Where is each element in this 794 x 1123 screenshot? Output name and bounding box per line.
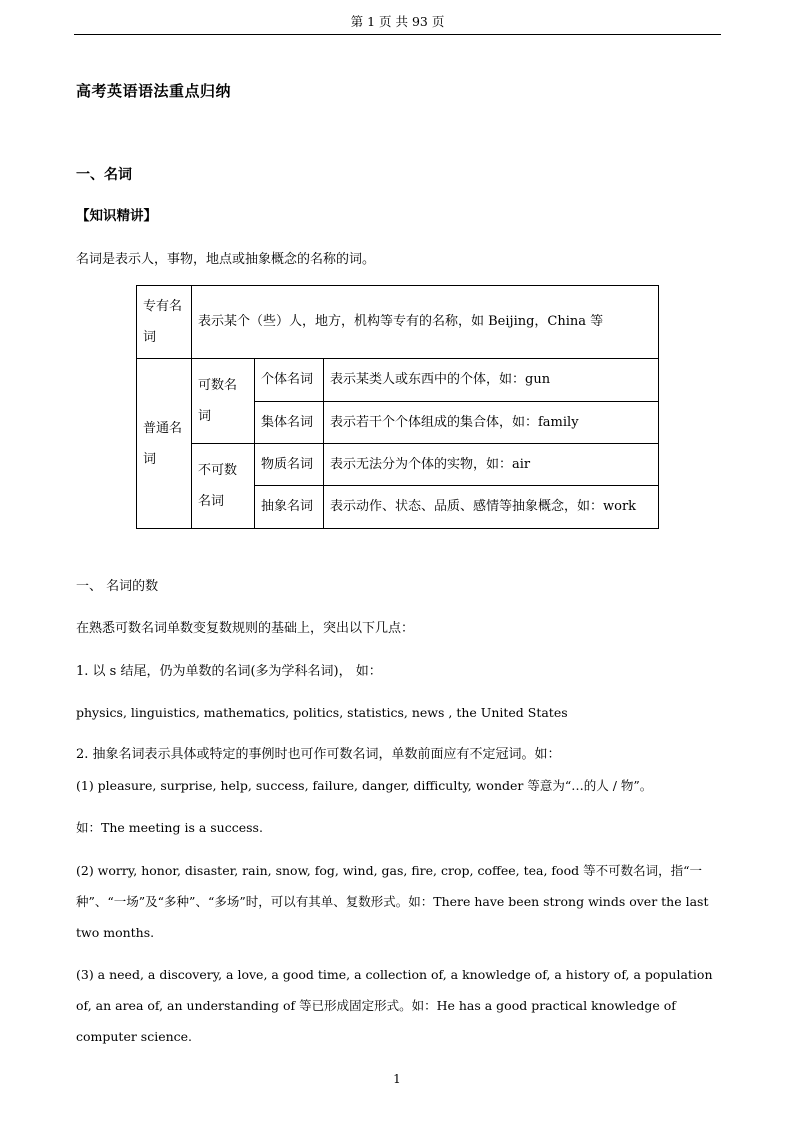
rule-1-examples: physics, linguistics, mathematics, politics, statistics, news , the United States (76, 705, 568, 720)
rule-2-item-1-example: 如：The meeting is a success. (76, 820, 263, 835)
table-row (137, 359, 659, 402)
uncountable-noun-label: 不可数名词 (192, 444, 255, 529)
proper-noun-label: 专有名词 (137, 286, 192, 359)
material-noun-label: 物质名词 (255, 444, 324, 486)
definition-text: 名词是表示人，事物，地点或抽象概念的名称的词。 (76, 252, 376, 267)
knowledge-heading: 【知识精讲】 (76, 208, 157, 224)
header-page-info: 第 1 页 共 93 页 (350, 14, 445, 29)
abstract-noun-label: 抽象名词 (255, 486, 324, 529)
rule-2-item-3: (3) a need, a discovery, a love, a good time, a collection of, a knowledge of, a history of, a population of, an area of, an understanding of 等已形成固定形式。如：He has a good practical knowledge of computer science. (76, 967, 713, 1044)
table-row (137, 444, 659, 486)
proper-noun-desc: 表示某个（些）人，地方，机构等专有的名称，如 Beijing，China 等 (192, 286, 659, 359)
collective-noun-label: 集体名词 (255, 402, 324, 444)
table-row (137, 286, 659, 359)
individual-noun-label: 个体名词 (255, 359, 324, 402)
rule-2-item-1: (1) pleasure, surprise, help, success, failure, danger, difficulty, wonder 等意为“…的人 / 物”。 (76, 778, 653, 793)
section-heading: 一、名词 (76, 167, 132, 183)
material-noun-desc: 表示无法分为个体的实物，如：air (324, 444, 659, 486)
abstract-noun-desc: 表示动作、状态、品质、感情等抽象概念，如：work (324, 486, 659, 529)
noun-classification-table (136, 285, 659, 529)
document-title: 高考英语语法重点归纳 (76, 82, 232, 100)
collective-noun-desc: 表示若干个个体组成的集合体，如：family (324, 402, 659, 444)
rule-1: 1. 以 s 结尾，仍为单数的名词(多为学科名词)， 如： (76, 664, 382, 679)
page-header (74, 0, 721, 35)
countable-noun-label: 可数名词 (192, 359, 255, 444)
common-noun-label: 普通名词 (137, 359, 192, 529)
sub-heading: 一、 名词的数 (76, 579, 159, 594)
intro-paragraph: 在熟悉可数名词单数变复数规则的基础上，突出以下几点： (76, 621, 415, 636)
page-number: 1 (393, 1072, 401, 1086)
individual-noun-desc: 表示某类人或东西中的个体，如：gun (324, 359, 659, 402)
rule-2-item-2: (2) worry, honor, disaster, rain, snow, fog, wind, gas, fire, crop, coffee, tea, food 等不可数名词，指“一种”、“一场”及“多种”、“多场”时，可以有其单、复数形式。如：There have been strong winds over the last two months. (76, 863, 709, 940)
rule-2: 2. 抽象名词表示具体或特定的事例时也可作可数名词，单数前面应有不定冠词。如： (76, 747, 561, 762)
